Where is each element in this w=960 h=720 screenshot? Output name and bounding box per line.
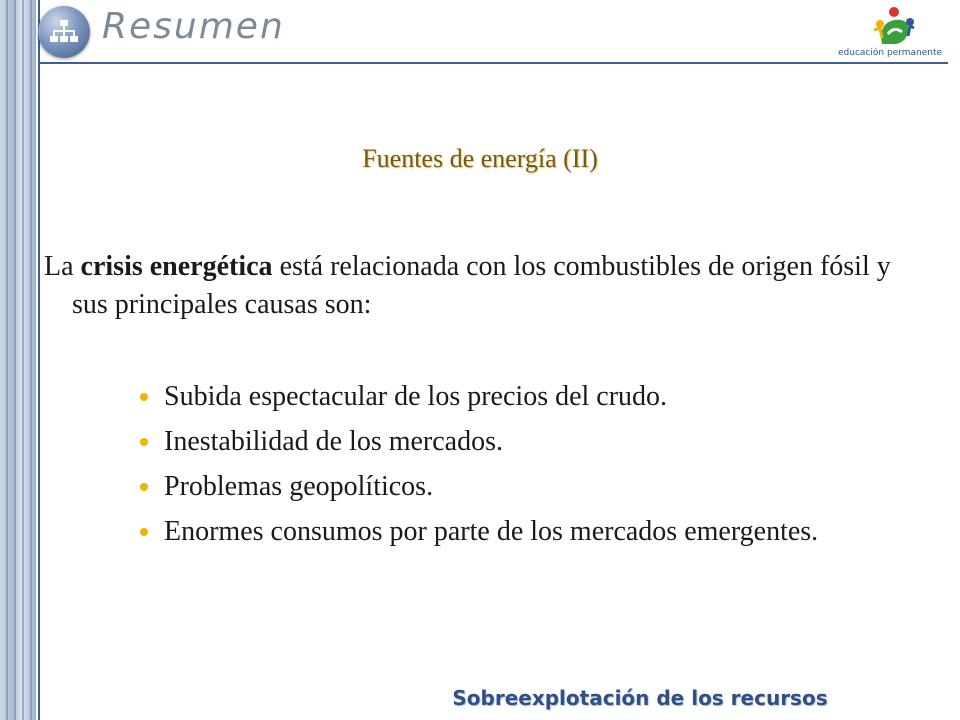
intro-bold-term: crisis energética (80, 251, 273, 282)
left-divider (38, 0, 40, 720)
list-item: Subida espectacular de los precios del crudo. (140, 378, 904, 415)
educacion-permanente-logo: educación permanente (838, 4, 952, 64)
intro-paragraph: La crisis energética está relacionada con los combustibles de origen fósil y sus principales causas son: (44, 251, 891, 320)
bullet-dot-icon (140, 483, 148, 491)
list-item: Enormes consumos por parte de los mercados emergentes. (140, 513, 904, 550)
list-item: Problemas geopolíticos. (140, 468, 904, 505)
list-item: Inestabilidad de los mercados. (140, 423, 904, 460)
header-divider (40, 62, 948, 64)
bullet-dot-icon (140, 528, 148, 536)
causes-list (140, 378, 904, 558)
bullet-dot-icon (140, 438, 148, 446)
bullet-dot-icon (140, 393, 148, 401)
org-chart-icon (38, 6, 90, 58)
section-title: Resumen (102, 6, 285, 47)
slide-title: Fuentes de energía (II) (362, 144, 598, 173)
decorative-left-border (0, 0, 36, 720)
footer-caption: Sobreexplotación de los recursos (452, 686, 828, 710)
